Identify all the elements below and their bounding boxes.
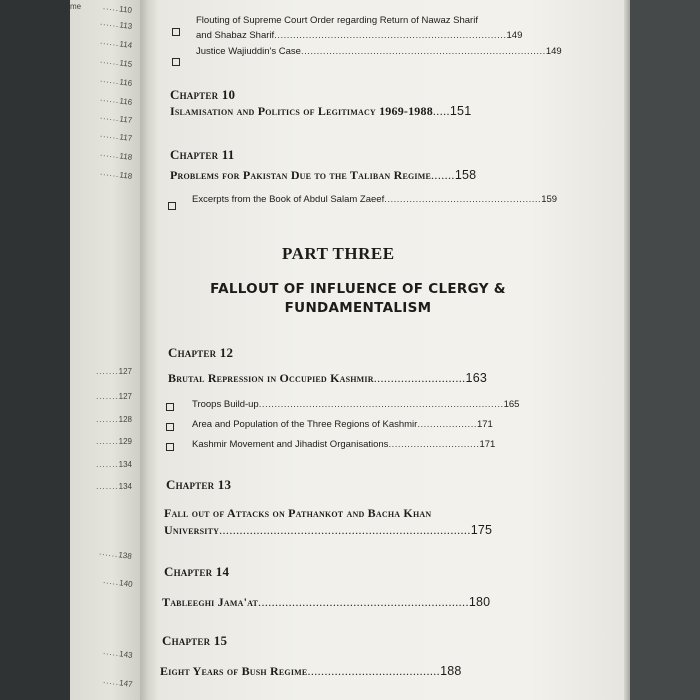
checkbox-bullet-icon [166,443,174,451]
sub-item-text: Justice Wajiuddin's Case..............................................................................149 [196,46,562,57]
left-page-entry: ......138 [98,547,133,561]
checkbox-bullet-icon [172,58,180,66]
left-page-entry: ......118 [99,148,133,162]
chapter-title: Fall out of Attacks on Pathankot and Bacha Khan [164,506,432,520]
left-page-entry: .....140 [102,575,133,589]
left-page-entry: ......118 [99,167,133,181]
left-page-entry: .....143 [102,646,133,660]
left-page-entry: .......128 [96,415,132,424]
chapter-label: Chapter 10 [170,87,236,102]
sub-item-text: Excerpts from the Book of Abdul Salam Zaeef..................................................159 [192,194,558,205]
left-page-entry: ......117 [99,129,133,143]
chapter-title: Islamisation and Politics of Legitimacy 1969-1988.....151 [170,104,472,118]
left-page-entry: .......134 [96,482,132,491]
left-page-entry: ......116 [99,74,133,88]
chapter-title: Problems for Pakistan Due to the Taliban Regime.......158 [170,168,477,182]
contents-page [158,0,624,700]
checkbox-bullet-icon [172,28,180,36]
checkbox-bullet-icon [166,423,174,431]
left-page-entry: ......113 [99,17,133,31]
chapter-title: Eight Years of Bush Regime.......................................188 [160,664,462,678]
part-heading: PART THREE [282,244,395,263]
left-page-entry: ......117 [99,111,133,125]
sub-item-text: Flouting of Supreme Court Order regarding Return of Nawaz Sharif [196,15,478,26]
left-page-entry: .....110 [102,2,133,15]
left-facing-page [70,0,140,700]
sub-item-text: and Shabaz Sharif..........................................................................149 [196,30,523,41]
chapter-title: Brutal Repression in Occupied Kashmir...........................163 [168,371,488,385]
left-page-entry: .......127 [96,392,132,401]
part-subtitle: FALLOUT OF INFLUENCE OF CLERGY & FUNDAMENTALISM [210,281,506,316]
left-page-entry: .....147 [102,675,133,689]
dark-background-left [0,0,70,700]
left-page-fragment: me [70,2,82,11]
chapter-label: Chapter 14 [164,564,230,579]
left-page-entry: ......116 [99,93,133,107]
left-page-entry: ......115 [99,55,133,69]
chapter-label: Chapter 11 [170,147,235,162]
dark-background-right [630,0,700,700]
sub-item-text: Troops Build-up..............................................................................165 [192,399,520,410]
chapter-label: Chapter 13 [166,477,232,492]
chapter-title: Tableeghi Jama'at..............................................................180 [162,595,491,609]
chapter-title-continued: University..........................................................................175 [164,523,493,537]
chapter-label: Chapter 12 [168,345,234,360]
left-page-entry: .......129 [96,437,132,446]
chapter-label: Chapter 15 [162,633,228,648]
checkbox-bullet-icon [168,202,176,210]
checkbox-bullet-icon [166,403,174,411]
left-page-entry: ......114 [99,36,133,50]
sub-item-text: Area and Population of the Three Regions of Kashmir...................171 [192,419,493,430]
sub-item-text: Kashmir Movement and Jihadist Organisations.............................171 [192,439,496,450]
left-page-entry: .......127 [96,367,132,376]
page-edge [624,0,630,700]
book-spine [140,0,158,700]
left-page-entry: .......134 [96,460,132,469]
